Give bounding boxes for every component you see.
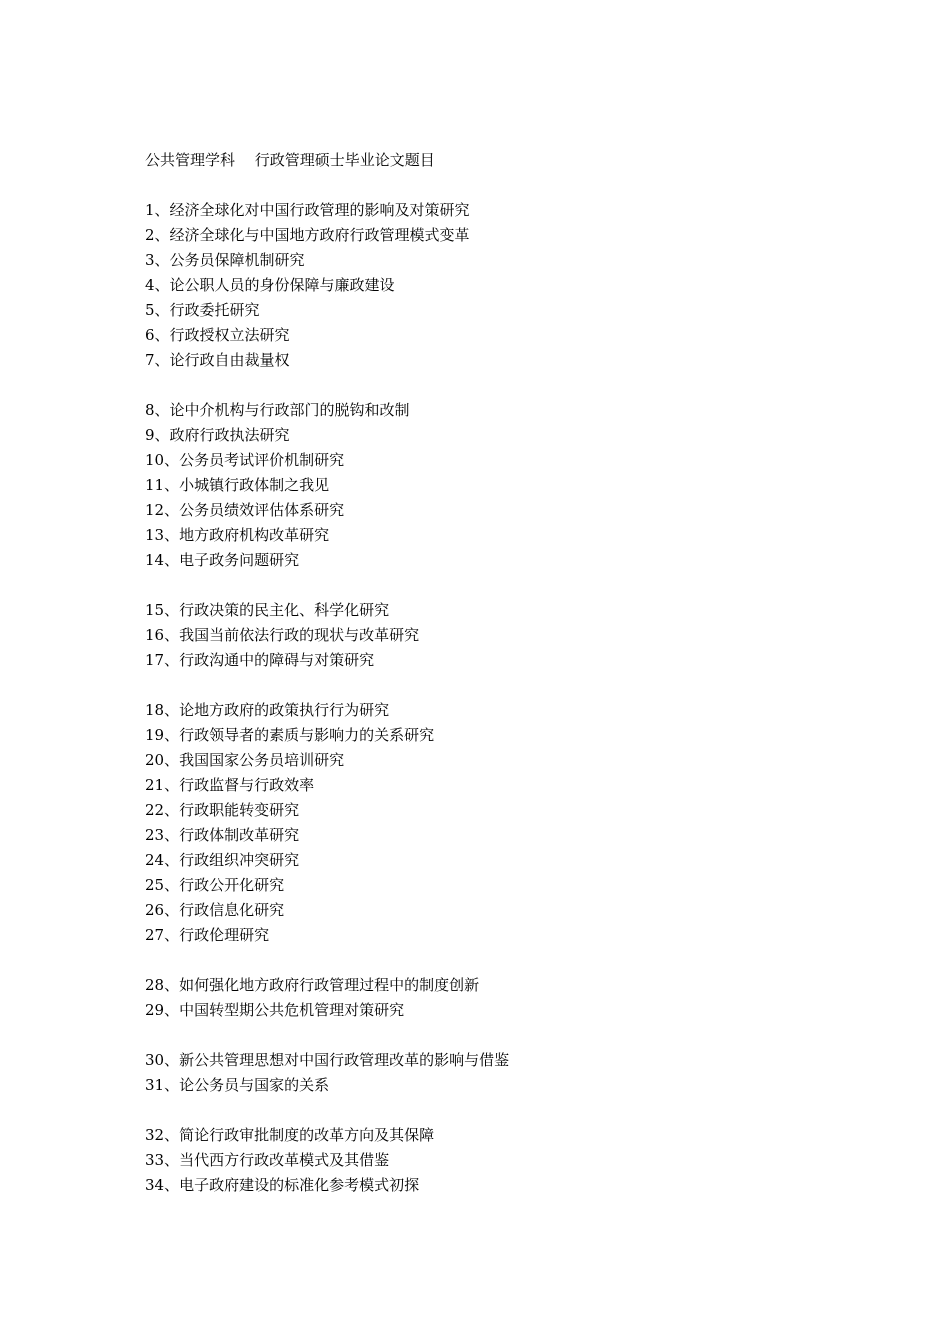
topic-item: 31、论公务员与国家的关系 xyxy=(145,1076,330,1094)
topic-list xyxy=(145,198,845,1198)
topic-item: 4、论公职人员的身份保障与廉政建设 xyxy=(145,276,395,294)
topic-item: 18、论地方政府的政策执行行为研究 xyxy=(145,701,390,719)
topic-item: 2、经济全球化与中国地方政府行政管理模式变革 xyxy=(145,226,470,244)
topic-group xyxy=(145,398,845,573)
topic-item: 21、行政监督与行政效率 xyxy=(145,776,315,794)
topic-item: 6、行政授权立法研究 xyxy=(145,326,290,344)
topic-item: 12、公务员绩效评估体系研究 xyxy=(145,501,345,519)
topic-item: 29、中国转型期公共危机管理对策研究 xyxy=(145,1001,405,1019)
topic-item: 27、行政伦理研究 xyxy=(145,926,270,944)
topic-item: 30、新公共管理思想对中国行政管理改革的影响与借鉴 xyxy=(145,1051,510,1069)
topic-item: 7、论行政自由裁量权 xyxy=(145,351,290,369)
topic-item: 17、行政沟通中的障碍与对策研究 xyxy=(145,651,375,669)
topic-group xyxy=(145,1048,845,1098)
topic-item: 15、行政决策的民主化、科学化研究 xyxy=(145,601,390,619)
topic-item: 22、行政职能转变研究 xyxy=(145,801,300,819)
topic-item: 19、行政领导者的素质与影响力的关系研究 xyxy=(145,726,435,744)
topic-item: 1、经济全球化对中国行政管理的影响及对策研究 xyxy=(145,201,470,219)
topic-item: 11、小城镇行政体制之我见 xyxy=(145,476,330,494)
topic-item: 32、简论行政审批制度的改革方向及其保障 xyxy=(145,1126,435,1144)
topic-group xyxy=(145,198,845,373)
topic-item: 9、政府行政执法研究 xyxy=(145,426,290,444)
topic-item: 26、行政信息化研究 xyxy=(145,901,285,919)
topic-item: 24、行政组织冲突研究 xyxy=(145,851,300,869)
topic-group xyxy=(145,698,845,948)
document-body xyxy=(145,148,845,1223)
topic-group xyxy=(145,1123,845,1198)
topic-item: 28、如何强化地方政府行政管理过程中的制度创新 xyxy=(145,976,480,994)
topic-item: 14、电子政务问题研究 xyxy=(145,551,300,569)
topic-item: 33、当代西方行政改革模式及其借鉴 xyxy=(145,1151,390,1169)
topic-item: 23、行政体制改革研究 xyxy=(145,826,300,844)
topic-item: 10、公务员考试评价机制研究 xyxy=(145,451,345,469)
topic-item: 34、电子政府建设的标准化参考模式初探 xyxy=(145,1176,420,1194)
topic-item: 25、行政公开化研究 xyxy=(145,876,285,894)
topic-item: 3、公务员保障机制研究 xyxy=(145,251,305,269)
topic-item: 13、地方政府机构改革研究 xyxy=(145,526,330,544)
topic-item: 16、我国当前依法行政的现状与改革研究 xyxy=(145,626,420,644)
topic-group xyxy=(145,973,845,1023)
topic-item: 8、论中介机构与行政部门的脱钩和改制 xyxy=(145,401,410,419)
topic-group xyxy=(145,598,845,673)
topic-item: 5、行政委托研究 xyxy=(145,301,260,319)
document-title: 公共管理学科 行政管理硕士毕业论文题目 xyxy=(145,151,435,169)
topic-item: 20、我国国家公务员培训研究 xyxy=(145,751,345,769)
